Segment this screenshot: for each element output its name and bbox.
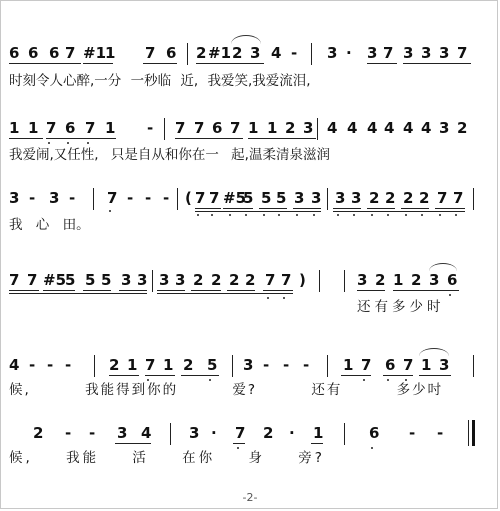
underline bbox=[43, 290, 75, 291]
note: 7 bbox=[457, 44, 468, 62]
underline bbox=[367, 63, 397, 64]
note: 7 bbox=[65, 44, 76, 62]
note: #5 bbox=[43, 271, 67, 289]
line-1-lyrics: 时刻令人心醉,一分 一秒临 近, 我爱笑,我爱流泪, bbox=[9, 73, 311, 89]
note: · bbox=[289, 424, 295, 442]
note: 2 bbox=[193, 271, 204, 289]
note: 3 bbox=[159, 271, 170, 289]
low-octave-dot bbox=[405, 214, 407, 216]
underline bbox=[333, 211, 465, 212]
barline bbox=[473, 188, 474, 210]
note: 7 bbox=[453, 189, 464, 207]
note: 4 bbox=[347, 119, 358, 137]
barline bbox=[152, 270, 153, 292]
note: 1 bbox=[313, 424, 324, 442]
underline bbox=[263, 290, 293, 291]
note: 7 bbox=[9, 271, 20, 289]
note: 3 bbox=[327, 44, 338, 62]
low-octave-dot bbox=[211, 214, 213, 216]
low-octave-dot bbox=[449, 294, 451, 296]
low-octave-dot bbox=[87, 142, 89, 144]
note: · bbox=[211, 424, 217, 442]
note: 2 bbox=[196, 44, 207, 62]
note: 3 bbox=[357, 271, 368, 289]
barline bbox=[170, 423, 171, 445]
low-octave-dot bbox=[283, 297, 285, 299]
note: - bbox=[283, 356, 290, 374]
note: 2 bbox=[411, 271, 422, 289]
note: 2 bbox=[263, 424, 274, 442]
underline bbox=[9, 138, 43, 139]
note: 4 bbox=[9, 356, 20, 374]
note: 1 bbox=[163, 356, 174, 374]
tie bbox=[231, 35, 261, 44]
underline bbox=[115, 443, 151, 444]
note: 4 bbox=[384, 119, 395, 137]
note: 2 bbox=[183, 356, 194, 374]
line-6-lyrics: 候, 我能 活 在你 身 旁? bbox=[9, 450, 325, 466]
note: - bbox=[263, 356, 270, 374]
barline bbox=[473, 355, 474, 377]
barline bbox=[94, 355, 95, 377]
low-octave-dot bbox=[263, 214, 265, 216]
low-octave-dot bbox=[267, 297, 269, 299]
note: 3 bbox=[9, 189, 20, 207]
barline bbox=[344, 423, 345, 445]
low-octave-dot bbox=[405, 379, 407, 381]
underline bbox=[393, 290, 459, 291]
low-octave-dot bbox=[245, 214, 247, 216]
underline bbox=[311, 443, 323, 444]
barline bbox=[344, 270, 345, 292]
barline bbox=[327, 355, 328, 377]
note: - bbox=[47, 356, 54, 374]
note: 4 bbox=[421, 119, 432, 137]
underline bbox=[248, 138, 316, 139]
note: 6 bbox=[65, 119, 76, 137]
note: 3 bbox=[367, 44, 378, 62]
note: 7 bbox=[107, 189, 118, 207]
note: 1 bbox=[393, 271, 404, 289]
note: - bbox=[437, 424, 444, 442]
note: 3 bbox=[303, 119, 314, 137]
note: 6 bbox=[9, 44, 20, 62]
note: 6 bbox=[212, 119, 223, 137]
low-octave-dot bbox=[296, 214, 298, 216]
barline bbox=[164, 118, 165, 140]
note: 3 bbox=[403, 44, 414, 62]
underline bbox=[259, 208, 287, 209]
underline bbox=[293, 208, 321, 209]
underline bbox=[191, 290, 221, 291]
note: 7 bbox=[27, 271, 38, 289]
note: 2 bbox=[375, 271, 386, 289]
note: 7 bbox=[145, 356, 156, 374]
note: 2 bbox=[245, 271, 256, 289]
barline bbox=[232, 355, 233, 377]
tie bbox=[419, 348, 449, 356]
note: 6 bbox=[49, 44, 60, 62]
note: 7 bbox=[235, 424, 246, 442]
note: 1 bbox=[267, 119, 278, 137]
note: 7 bbox=[209, 189, 220, 207]
low-octave-dot bbox=[197, 214, 199, 216]
note: ) bbox=[299, 271, 306, 289]
underline bbox=[83, 63, 113, 64]
underline bbox=[223, 208, 253, 209]
page-number: -2- bbox=[242, 491, 258, 504]
note: 2 bbox=[369, 189, 380, 207]
note: 2 bbox=[229, 271, 240, 289]
note: 2 bbox=[285, 119, 296, 137]
note: 7 bbox=[145, 44, 156, 62]
underline bbox=[195, 211, 321, 212]
underline bbox=[157, 293, 293, 294]
note: 6 bbox=[385, 356, 396, 374]
underline bbox=[9, 63, 81, 64]
note: 2 bbox=[385, 189, 396, 207]
underline bbox=[367, 208, 395, 209]
note: - bbox=[65, 356, 72, 374]
note: - bbox=[291, 44, 298, 62]
underline bbox=[401, 208, 429, 209]
note: 7 bbox=[361, 356, 372, 374]
note: 3 bbox=[439, 119, 450, 137]
underline bbox=[233, 443, 245, 444]
note: - bbox=[145, 189, 152, 207]
underline bbox=[145, 375, 175, 376]
note: 1 bbox=[105, 44, 116, 62]
note: 3 bbox=[250, 44, 261, 62]
note: 5 bbox=[65, 271, 76, 289]
note: 6 bbox=[369, 424, 380, 442]
underline bbox=[227, 290, 255, 291]
underline bbox=[333, 208, 361, 209]
note: 1 bbox=[105, 119, 116, 137]
note: #5 bbox=[223, 189, 247, 207]
low-octave-dot bbox=[209, 379, 211, 381]
note: - bbox=[65, 424, 72, 442]
note: 1 bbox=[421, 356, 432, 374]
note: 5 bbox=[207, 356, 218, 374]
low-octave-dot bbox=[387, 214, 389, 216]
note: 3 bbox=[335, 189, 346, 207]
note: 3 bbox=[117, 424, 128, 442]
low-octave-dot bbox=[353, 214, 355, 216]
underline bbox=[157, 290, 185, 291]
note: 4 bbox=[367, 119, 378, 137]
note: · bbox=[346, 44, 352, 62]
barline bbox=[319, 270, 320, 292]
note: 7 bbox=[437, 189, 448, 207]
note: 7 bbox=[85, 119, 96, 137]
note: - bbox=[163, 189, 170, 207]
note: 3 bbox=[243, 356, 254, 374]
line-3-lyrics: 我 心 田。 bbox=[9, 217, 90, 233]
line-2-lyrics: 我爱闹,又任性, 只是自从和你在一 起,温柔清泉滋润 bbox=[9, 147, 330, 163]
note: - bbox=[303, 356, 310, 374]
note: 2 bbox=[232, 44, 243, 62]
underline bbox=[175, 138, 243, 139]
barline bbox=[177, 188, 178, 210]
note: 3 bbox=[189, 424, 200, 442]
note: 1 bbox=[248, 119, 259, 137]
note: 3 bbox=[137, 271, 148, 289]
note: 3 bbox=[439, 44, 450, 62]
note: 5 bbox=[261, 189, 272, 207]
underline bbox=[9, 290, 39, 291]
note: 1 bbox=[9, 119, 20, 137]
low-octave-dot bbox=[363, 379, 365, 381]
note: 7 bbox=[281, 271, 292, 289]
note: 2 bbox=[109, 356, 120, 374]
note: 2 bbox=[457, 119, 468, 137]
note: 4 bbox=[271, 44, 282, 62]
note: - bbox=[89, 424, 96, 442]
barline bbox=[317, 118, 318, 140]
barline bbox=[311, 43, 312, 65]
low-octave-dot bbox=[421, 214, 423, 216]
note: 1 bbox=[127, 356, 138, 374]
underline bbox=[9, 293, 147, 294]
line-4-lyrics: 还有多少时 bbox=[357, 299, 445, 315]
low-octave-dot bbox=[67, 142, 69, 144]
note: 7 bbox=[194, 119, 205, 137]
tie bbox=[429, 263, 457, 271]
low-octave-dot bbox=[371, 214, 373, 216]
note: 3 bbox=[294, 189, 305, 207]
low-octave-dot bbox=[371, 447, 373, 449]
low-octave-dot bbox=[237, 447, 239, 449]
note: 3 bbox=[439, 356, 450, 374]
note: 3 bbox=[49, 189, 60, 207]
note: 7 bbox=[175, 119, 186, 137]
low-octave-dot bbox=[109, 210, 111, 212]
underline bbox=[357, 290, 385, 291]
note: 5 bbox=[243, 189, 254, 207]
underline bbox=[196, 63, 264, 64]
note: 3 bbox=[421, 44, 432, 62]
note: - bbox=[69, 189, 76, 207]
note: 5 bbox=[85, 271, 96, 289]
note: - bbox=[29, 356, 36, 374]
barline bbox=[327, 188, 328, 210]
low-octave-dot bbox=[439, 214, 441, 216]
note: 7 bbox=[230, 119, 241, 137]
note: - bbox=[409, 424, 416, 442]
underline bbox=[83, 290, 111, 291]
note: - bbox=[147, 119, 154, 137]
barline bbox=[93, 188, 94, 210]
note: 2 bbox=[33, 424, 44, 442]
note: #1 bbox=[208, 44, 232, 62]
low-octave-dot bbox=[455, 214, 457, 216]
note: 4 bbox=[327, 119, 338, 137]
note: 2 bbox=[211, 271, 222, 289]
note: 6 bbox=[166, 44, 177, 62]
underline bbox=[119, 290, 147, 291]
note: 6 bbox=[447, 271, 458, 289]
note: 3 bbox=[311, 189, 322, 207]
underline bbox=[383, 375, 413, 376]
underline bbox=[46, 138, 116, 139]
underline bbox=[181, 375, 219, 376]
note: 7 bbox=[265, 271, 276, 289]
underline bbox=[403, 63, 471, 64]
note: 1 bbox=[343, 356, 354, 374]
underline bbox=[143, 63, 177, 64]
note: 1 bbox=[28, 119, 39, 137]
low-octave-dot bbox=[48, 142, 50, 144]
underline bbox=[341, 375, 371, 376]
note: - bbox=[29, 189, 36, 207]
note: 3 bbox=[429, 271, 440, 289]
low-octave-dot bbox=[278, 214, 280, 216]
note: ( bbox=[185, 189, 192, 207]
low-octave-dot bbox=[229, 214, 231, 216]
note: - bbox=[127, 189, 134, 207]
low-octave-dot bbox=[387, 379, 389, 381]
final-barline-thin bbox=[468, 420, 469, 446]
note: 7 bbox=[195, 189, 206, 207]
underline bbox=[419, 375, 451, 376]
note: 5 bbox=[276, 189, 287, 207]
underline bbox=[109, 375, 139, 376]
note: 4 bbox=[403, 119, 414, 137]
note: #1 bbox=[83, 44, 107, 62]
underline bbox=[195, 208, 221, 209]
note: 3 bbox=[121, 271, 132, 289]
note: 7 bbox=[403, 356, 414, 374]
underline bbox=[435, 208, 465, 209]
note: 5 bbox=[101, 271, 112, 289]
line-5-lyrics: 候, 我能得到你的 爱? 还有 多少吋 bbox=[9, 382, 444, 398]
note: 2 bbox=[403, 189, 414, 207]
final-barline-thick bbox=[472, 420, 475, 446]
low-octave-dot bbox=[337, 214, 339, 216]
note: 6 bbox=[28, 44, 39, 62]
note: 4 bbox=[141, 424, 152, 442]
note: 3 bbox=[351, 189, 362, 207]
note: 7 bbox=[383, 44, 394, 62]
note: 7 bbox=[46, 119, 57, 137]
low-octave-dot bbox=[147, 379, 149, 381]
low-octave-dot bbox=[313, 214, 315, 216]
barline bbox=[187, 43, 188, 65]
note: 2 bbox=[419, 189, 430, 207]
note: 3 bbox=[175, 271, 186, 289]
